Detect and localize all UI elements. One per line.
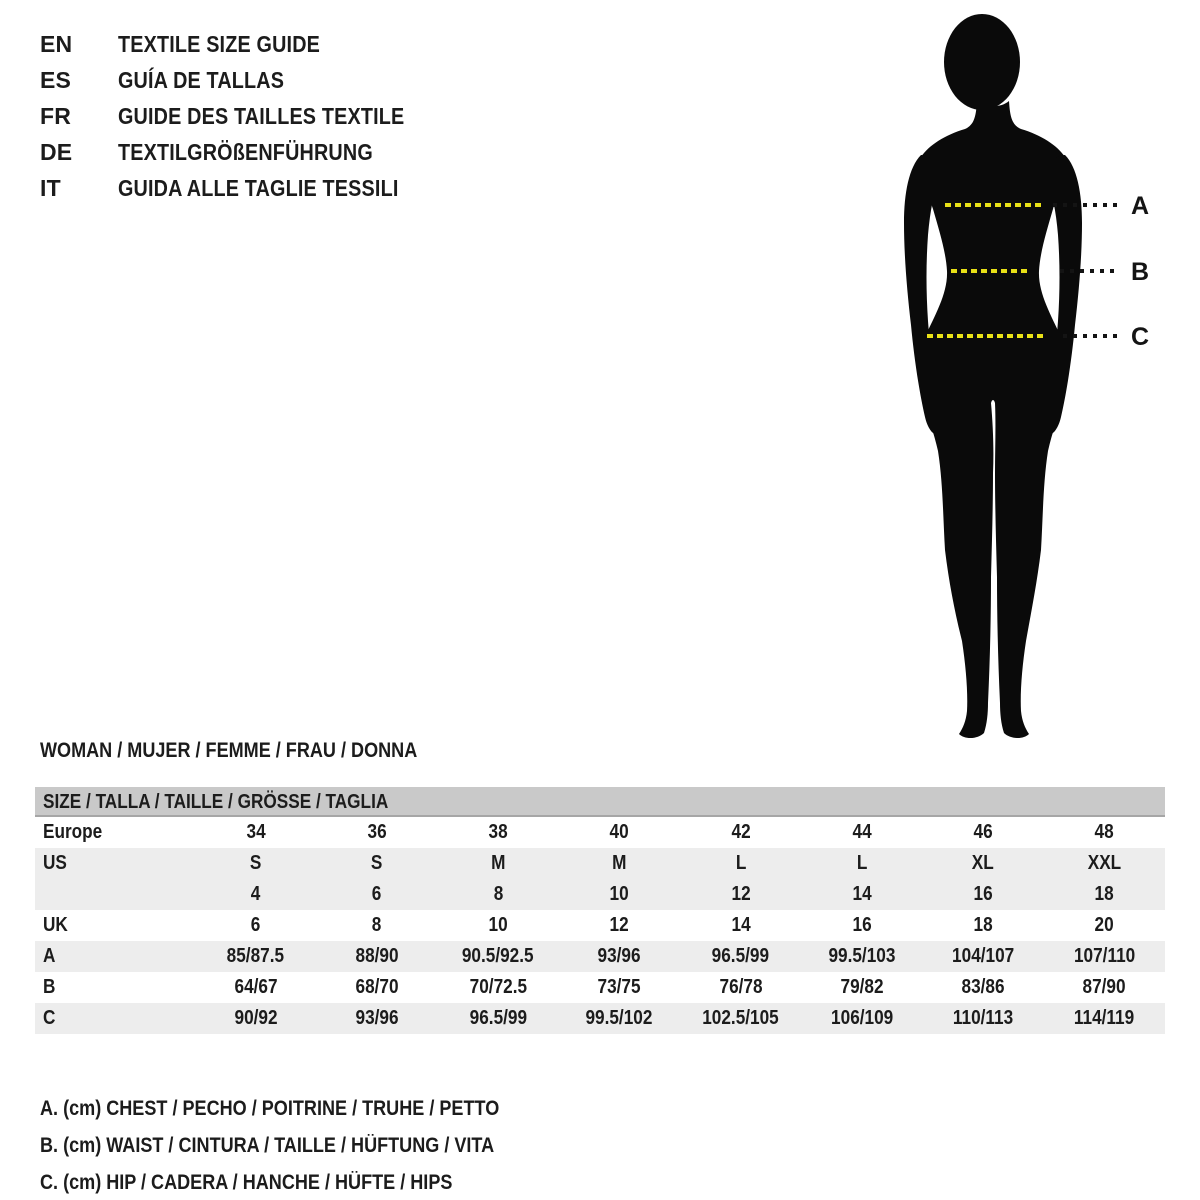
table-cell: 76/78 — [719, 976, 763, 998]
legend-chest: A. (cm) CHEST / PECHO / POITRINE / TRUHE / PETTO — [40, 1097, 500, 1120]
table-cell: 18 — [1094, 883, 1114, 905]
language-code: EN — [40, 31, 73, 57]
language-row-it — [40, 170, 451, 206]
table-cell: 110/113 — [952, 1007, 1014, 1029]
row-label — [35, 879, 195, 910]
guide-title-fr: GUIDE DES TAILLES TEXTILE — [118, 103, 405, 129]
table-cell: M — [490, 852, 506, 874]
guide-title-de: TEXTILGRÖßENFÜHRUNG — [118, 139, 373, 165]
table-cell: 8 — [372, 914, 382, 936]
table-cell: 70/72.5 — [469, 976, 527, 998]
measure-label-c: C — [1131, 323, 1150, 351]
table-cell: M — [612, 852, 627, 874]
language-row-de — [40, 134, 451, 170]
table-cell: 12 — [609, 914, 629, 936]
table-cell: 106/109 — [830, 1007, 893, 1029]
table-row-us — [35, 848, 1165, 879]
table-cell: 73/75 — [597, 976, 641, 998]
table-cell: 46 — [973, 821, 993, 843]
table-cell: L — [856, 852, 868, 874]
table-cell: L — [735, 852, 746, 874]
table-cell: 10 — [488, 914, 508, 936]
measurement-legend — [40, 1090, 574, 1200]
section-title: WOMAN / MUJER / FEMME / FRAU / DONNA — [40, 739, 418, 762]
table-cell: 48 — [1094, 821, 1114, 843]
table-cell: 8 — [493, 883, 503, 905]
table-row-hip — [35, 1003, 1165, 1034]
table-cell: S — [371, 852, 383, 874]
language-code: IT — [40, 175, 61, 201]
table-cell: 102.5/105 — [702, 1007, 779, 1029]
language-code: DE — [40, 139, 73, 165]
table-cell: XL — [972, 852, 995, 874]
guide-title-es: GUÍA DE TALLAS — [118, 67, 285, 93]
table-cell: 85/87.5 — [226, 945, 285, 967]
language-title-list — [40, 26, 451, 206]
language-code: FR — [40, 103, 72, 129]
table-row-chest — [35, 941, 1165, 972]
table-cell: 6 — [250, 914, 261, 936]
row-label: UK — [43, 914, 68, 936]
table-cell: 14 — [731, 914, 751, 936]
measure-label-a: A — [1131, 192, 1150, 220]
table-cell: 93/96 — [355, 1007, 399, 1029]
row-label: C — [43, 1007, 56, 1029]
size-table-header: SIZE / TALLA / TAILLE / GRÖSSE / TAGLIA — [35, 787, 1165, 817]
table-cell: 68/70 — [355, 976, 399, 998]
table-cell: 88/90 — [355, 945, 399, 967]
table-cell: 6 — [372, 883, 382, 905]
table-cell: 99.5/102 — [585, 1007, 653, 1029]
table-cell: 4 — [250, 883, 261, 905]
table-cell: 114/119 — [1074, 1007, 1135, 1029]
table-cell: 104/107 — [952, 945, 1015, 967]
row-label: US — [43, 852, 67, 874]
table-cell: 99.5/103 — [828, 945, 896, 967]
table-row-europe — [35, 817, 1165, 848]
woman-silhouette-head — [944, 14, 1020, 110]
table-cell: 93/96 — [597, 945, 641, 967]
table-cell: 16 — [852, 914, 872, 936]
table-cell: 83/86 — [961, 976, 1005, 998]
language-row-es — [40, 62, 451, 98]
table-cell: 16 — [973, 883, 993, 905]
table-cell: 20 — [1094, 914, 1114, 936]
guide-title-it: GUIDA ALLE TAGLIE TESSILI — [118, 175, 399, 201]
table-cell: 79/82 — [840, 976, 884, 998]
table-cell: 90.5/92.5 — [462, 945, 534, 967]
table-cell: 40 — [609, 821, 629, 843]
table-cell: 96.5/99 — [469, 1007, 527, 1029]
table-cell: 90/92 — [234, 1007, 278, 1029]
table-cell: 36 — [367, 821, 387, 843]
table-row-uk — [35, 910, 1165, 941]
table-cell: 107/110 — [1073, 945, 1135, 967]
table-cell: 14 — [852, 883, 872, 905]
table-cell: S — [249, 852, 262, 874]
language-code: ES — [40, 67, 72, 93]
table-cell: 12 — [731, 883, 751, 905]
table-cell: 18 — [973, 914, 993, 936]
measure-label-b: B — [1131, 258, 1150, 286]
size-table — [35, 787, 1165, 1034]
table-cell: 96.5/99 — [711, 945, 770, 967]
measurement-figure — [895, 5, 1195, 745]
language-row-en — [40, 26, 451, 62]
row-label: A — [43, 945, 56, 967]
table-cell: 64/67 — [234, 976, 278, 998]
table-row-waist — [35, 972, 1165, 1003]
table-cell: 10 — [609, 883, 629, 905]
table-cell: 42 — [731, 821, 751, 843]
guide-title-en: TEXTILE SIZE GUIDE — [118, 31, 321, 57]
table-cell: 34 — [246, 821, 266, 843]
language-row-fr — [40, 98, 451, 134]
table-cell: 44 — [852, 821, 872, 843]
table-cell: XXL — [1087, 852, 1122, 874]
row-label: Europe — [43, 821, 103, 843]
table-row-us-numeric — [35, 879, 1165, 910]
legend-waist: B. (cm) WAIST / CINTURA / TAILLE / HÜFTUNG / VITA — [40, 1134, 495, 1157]
row-label: B — [43, 976, 56, 998]
legend-hip: C. (cm) HIP / CADERA / HANCHE / HÜFTE / HIPS — [40, 1171, 453, 1194]
table-cell: 87/90 — [1082, 976, 1126, 998]
table-cell: 38 — [488, 821, 508, 843]
